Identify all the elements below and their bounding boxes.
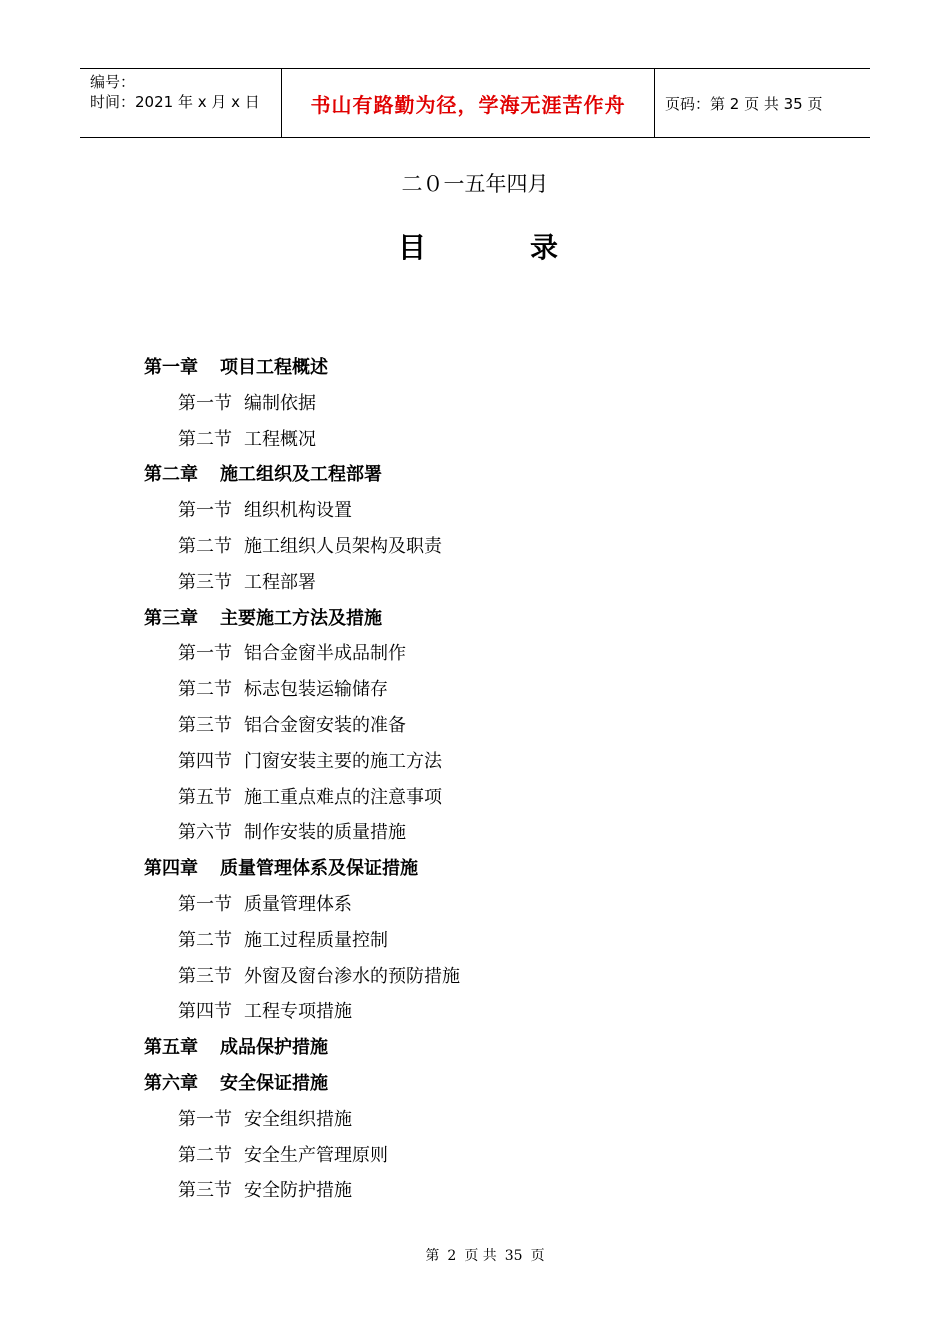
toc-entry-title: 编制依据 bbox=[244, 392, 316, 414]
toc-entry-number: 第一节 bbox=[178, 1108, 232, 1130]
footer-suffix: 页 bbox=[530, 1248, 545, 1264]
toc-entry-number: 第六章 bbox=[144, 1072, 198, 1094]
toc-entry-title: 标志包装运输储存 bbox=[244, 679, 388, 701]
header-page-info: 页码：第 2 页 共 35 页 bbox=[665, 94, 823, 113]
toc-entry-title: 质量管理体系 bbox=[244, 893, 352, 915]
toc-entry-number: 第二章 bbox=[144, 464, 198, 486]
toc-entry-title: 外窗及窗台渗水的预防措施 bbox=[244, 965, 460, 987]
toc-chapter[interactable] bbox=[144, 851, 460, 887]
toc-entry-number: 第二节 bbox=[178, 535, 232, 557]
toc-entry-title: 项目工程概述 bbox=[220, 357, 328, 378]
footer-total: 35 bbox=[504, 1248, 523, 1264]
toc-section[interactable] bbox=[144, 565, 460, 601]
code-label: 编号： bbox=[90, 73, 136, 91]
table-of-contents bbox=[144, 350, 460, 1209]
toc-entry-title: 施工重点难点的注意事项 bbox=[244, 786, 442, 808]
toc-entry-title: 施工组织及工程部署 bbox=[220, 464, 382, 486]
toc-entry-title: 质量管理体系及保证措施 bbox=[220, 858, 418, 880]
toc-entry-number: 第三节 bbox=[178, 714, 232, 736]
toc-section[interactable] bbox=[144, 887, 460, 923]
toc-entry-title: 安全防护措施 bbox=[244, 1180, 352, 1202]
toc-entry-number: 第五章 bbox=[144, 1037, 198, 1059]
toc-entry-title: 铝合金窗半成品制作 bbox=[244, 643, 406, 665]
toc-section[interactable] bbox=[144, 815, 460, 851]
toc-chapter[interactable] bbox=[144, 457, 460, 493]
footer-middle: 页 共 bbox=[464, 1248, 497, 1264]
toc-entry-number: 第一节 bbox=[178, 500, 232, 522]
toc-chapter[interactable] bbox=[144, 350, 460, 386]
toc-section[interactable] bbox=[144, 708, 460, 744]
toc-entry-title: 门窗安装主要的施工方法 bbox=[244, 750, 442, 772]
time-label: 时间：2021 年 x 月 x 日 bbox=[90, 93, 260, 111]
page-footer bbox=[0, 1245, 950, 1265]
toc-section[interactable] bbox=[144, 959, 460, 995]
toc-section[interactable] bbox=[144, 1102, 460, 1138]
toc-entry-number: 第三章 bbox=[144, 607, 198, 629]
toc-entry-number: 第三节 bbox=[178, 965, 232, 987]
toc-entry-title: 安全保证措施 bbox=[220, 1072, 328, 1094]
toc-entry-title: 工程专项措施 bbox=[244, 1001, 352, 1023]
header-meta bbox=[80, 69, 282, 137]
toc-section[interactable] bbox=[144, 923, 460, 959]
toc-section[interactable] bbox=[144, 1138, 460, 1174]
toc-section[interactable] bbox=[144, 422, 460, 458]
toc-entry-title: 成品保护措施 bbox=[220, 1037, 328, 1059]
toc-entry-title: 安全生产管理原则 bbox=[244, 1144, 388, 1166]
toc-chapter[interactable] bbox=[144, 1066, 460, 1102]
toc-entry-number: 第一章 bbox=[144, 357, 198, 378]
toc-title-char-2: 录 bbox=[529, 231, 558, 264]
toc-entry-title: 施工组织人员架构及职责 bbox=[244, 535, 442, 557]
toc-entry-title: 铝合金窗安装的准备 bbox=[244, 714, 406, 736]
toc-entry-title: 制作安装的质量措施 bbox=[244, 822, 406, 844]
toc-section[interactable] bbox=[144, 529, 460, 565]
toc-chapter[interactable] bbox=[144, 601, 460, 637]
toc-entry-title: 工程部署 bbox=[244, 571, 316, 593]
toc-section[interactable] bbox=[144, 744, 460, 780]
toc-chapter[interactable] bbox=[144, 1030, 460, 1066]
toc-section[interactable] bbox=[144, 994, 460, 1030]
toc-entry-number: 第六节 bbox=[178, 822, 232, 844]
toc-entry-title: 施工过程质量控制 bbox=[244, 929, 388, 951]
toc-entry-title: 安全组织措施 bbox=[244, 1108, 352, 1130]
toc-section[interactable] bbox=[144, 636, 460, 672]
document-date: 二０一五年四月 bbox=[401, 172, 549, 196]
toc-section[interactable] bbox=[144, 1173, 460, 1209]
toc-section[interactable] bbox=[144, 386, 460, 422]
footer-prefix: 第 bbox=[425, 1248, 440, 1264]
toc-entry-number: 第四节 bbox=[178, 750, 232, 772]
toc-entry-number: 第四章 bbox=[144, 858, 198, 880]
toc-entry-number: 第四节 bbox=[178, 1001, 232, 1023]
toc-entry-title: 主要施工方法及措施 bbox=[220, 607, 382, 629]
toc-entry-number: 第一节 bbox=[178, 893, 232, 915]
toc-entry-number: 第三节 bbox=[178, 1180, 232, 1202]
toc-entry-number: 第五节 bbox=[178, 786, 232, 808]
toc-entry-number: 第二节 bbox=[178, 1144, 232, 1166]
toc-entry-number: 第二节 bbox=[178, 929, 232, 951]
toc-section[interactable] bbox=[144, 672, 460, 708]
toc-entry-number: 第一节 bbox=[178, 643, 232, 665]
footer-page: 2 bbox=[447, 1248, 457, 1264]
header-motto: 书山有路勤为径，学海无涯苦作舟 bbox=[282, 69, 655, 137]
toc-entry-number: 第一节 bbox=[178, 392, 232, 414]
toc-entry-number: 第三节 bbox=[178, 571, 232, 593]
toc-title bbox=[398, 226, 558, 266]
toc-section[interactable] bbox=[144, 780, 460, 816]
toc-title-char-1: 目 bbox=[398, 231, 427, 264]
toc-entry-number: 第二节 bbox=[178, 679, 232, 701]
toc-section[interactable] bbox=[144, 493, 460, 529]
toc-entry-title: 组织机构设置 bbox=[244, 500, 352, 522]
toc-entry-number: 第二节 bbox=[178, 428, 232, 450]
page-header bbox=[80, 68, 870, 138]
toc-entry-title: 工程概况 bbox=[244, 428, 316, 450]
